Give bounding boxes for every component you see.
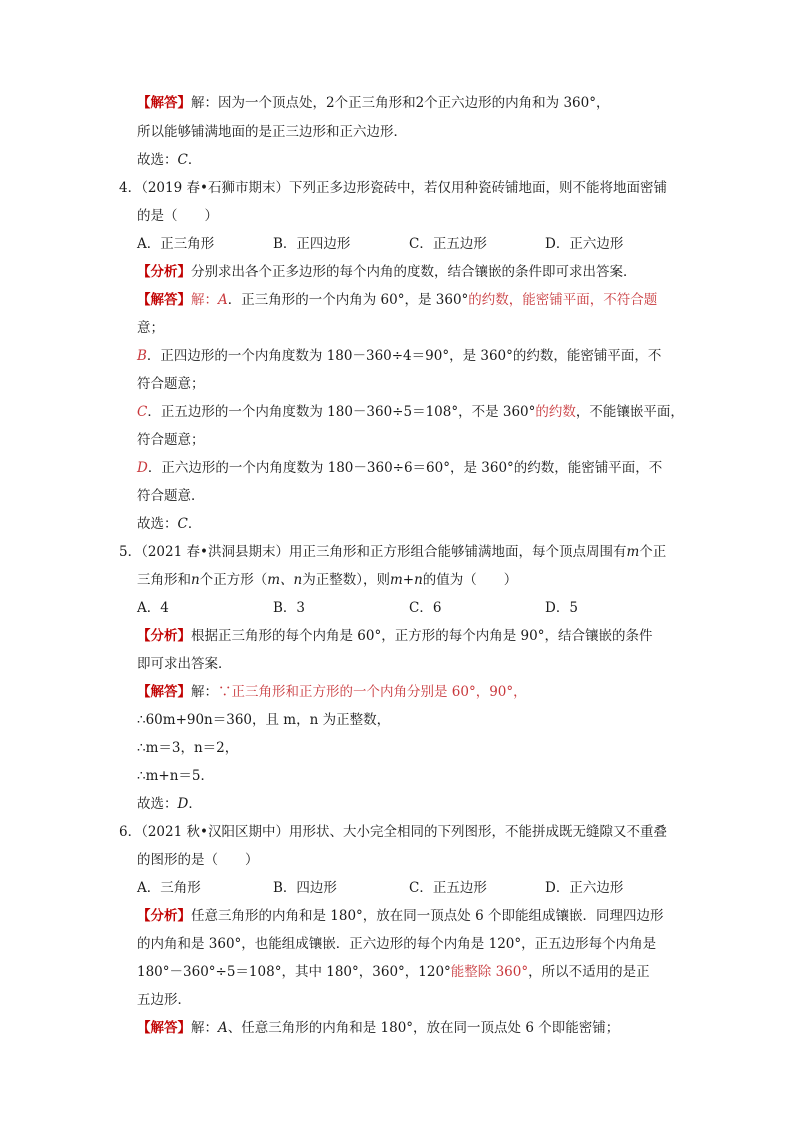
answer-tag: 【解答】 <box>137 95 191 111</box>
q4-stem-line-2: 的是（ ） <box>137 208 218 224</box>
q4-option-b: B．正四边形 <box>273 236 351 252</box>
answer-tag: 【解答】 <box>137 292 191 308</box>
q4-answer-d-line-1: D．正六边形的一个内角度数为 180－360÷6＝60°，是 360°的约数，能密铺平面，不 <box>137 460 663 476</box>
q4-option-a: A．正三角形 <box>137 236 215 252</box>
q6-answer-line-1: 【解答】解：A、任意三角形的内角和是 180°，放在同一顶点处 6 个即能密铺； <box>137 1020 620 1036</box>
q6-analysis-line-2: 的内角和是 360°，也能组成镶嵌．正六边形的每个内角是 120°，正五边形每个内角是 <box>137 936 657 952</box>
q6-option-a: A．三角形 <box>137 880 201 896</box>
analysis-tag: 【分析】 <box>137 628 191 644</box>
answer-tag: 【解答】 <box>137 1020 191 1036</box>
q5-answer-line-2: ∴60m+90n＝360，且 m，n 为正整数， <box>137 712 391 728</box>
q5-analysis-line-1: 【分析】根据正三角形的每个内角是 60°，正方形的每个内角是 90°，结合镶嵌的条件 <box>137 628 653 644</box>
answer-tag: 【解答】 <box>137 684 191 700</box>
q6-option-b: B．四边形 <box>273 880 337 896</box>
analysis-tag: 【分析】 <box>137 908 191 924</box>
q5-option-d: D．5 <box>545 600 578 616</box>
q5-option-a: A．4 <box>137 600 169 616</box>
q4-answer-b-line-2: 符合题意； <box>137 376 205 392</box>
q4-choice: 故选：C． <box>137 516 202 532</box>
q6-analysis-line-3: 180°－360°÷5＝108°，其中 180°，360°，120°能整除 360°，所以不适用的是正 <box>137 964 650 980</box>
q5-answer-line-4: ∴m+n＝5． <box>137 768 214 784</box>
q6-stem-line-2: 的图形的是（ ） <box>137 852 259 868</box>
q6-option-c: C．正五边形 <box>409 880 487 896</box>
q4-answer-line-2: 意； <box>137 320 164 336</box>
q4-stem-line-1: 4．（2019 春•石狮市期末）下列正多边形瓷砖中，若仅用种瓷砖铺地面，则不能将地面密铺 <box>119 180 667 196</box>
q6-analysis-line-4: 五边形． <box>137 992 191 1008</box>
q4-option-c: C．正五边形 <box>409 236 487 252</box>
q5-analysis-line-2: 即可求出答案． <box>137 656 232 672</box>
q4-analysis: 【分析】分别求出各个正多边形的每个内角的度数，结合镶嵌的条件即可求出答案． <box>137 264 637 280</box>
prev-answer-choice: 故选：C． <box>137 152 202 168</box>
q6-stem-line-1: 6．（2021 秋•汉阳区期中）用形状、大小完全相同的下列图形，不能拼成既无缝隙又不重叠 <box>119 824 667 840</box>
q4-answer-b-line-1: B．正四边形的一个内角度数为 180－360÷4＝90°，是 360°的约数，能密铺平面，不 <box>137 348 662 364</box>
q5-answer-line-3: ∴m＝3，n＝2， <box>137 740 239 756</box>
analysis-tag: 【分析】 <box>137 264 191 280</box>
q5-option-c: C．6 <box>409 600 442 616</box>
q4-answer-d-line-2: 符合题意． <box>137 488 205 504</box>
q5-answer-line-1: 【解答】解：∵正三角形和正方形的一个内角分别是 60°，90°， <box>137 684 527 700</box>
q4-answer-line-1: 【解答】解：A．正三角形的一个内角为 60°，是 360°的约数，能密铺平面，不符合题 <box>137 292 658 308</box>
prev-answer-line-1: 【解答】解：因为一个顶点处，2个正三角形和2个正六边形的内角和为 360°， <box>137 95 610 111</box>
q5-stem-line-1: 5．（2021 春•洪洞县期末）用正三角形和正方形组合能够铺满地面，每个顶点周围有m个正 <box>119 544 667 560</box>
prev-answer-line-2: 所以能够铺满地面的是正三边形和正六边形． <box>137 124 407 140</box>
q4-answer-c-line-1: C．正五边形的一个内角度数为 180－360÷5＝108°，不是 360°的约数，不能镶嵌平面， <box>137 404 684 420</box>
q4-answer-c-line-2: 符合题意； <box>137 432 205 448</box>
q4-option-d: D．正六边形 <box>545 236 624 252</box>
q6-option-d: D．正六边形 <box>545 880 624 896</box>
q5-option-b: B．3 <box>273 600 306 616</box>
q6-analysis-line-1: 【分析】任意三角形的内角和是 180°，放在同一顶点处 6 个即能组成镶嵌．同理四边形 <box>137 908 664 924</box>
q5-stem-line-2: 三角形和n个正方形（m、n为正整数），则m+n的值为（ ） <box>137 572 518 588</box>
q5-choice: 故选：D． <box>137 796 202 812</box>
